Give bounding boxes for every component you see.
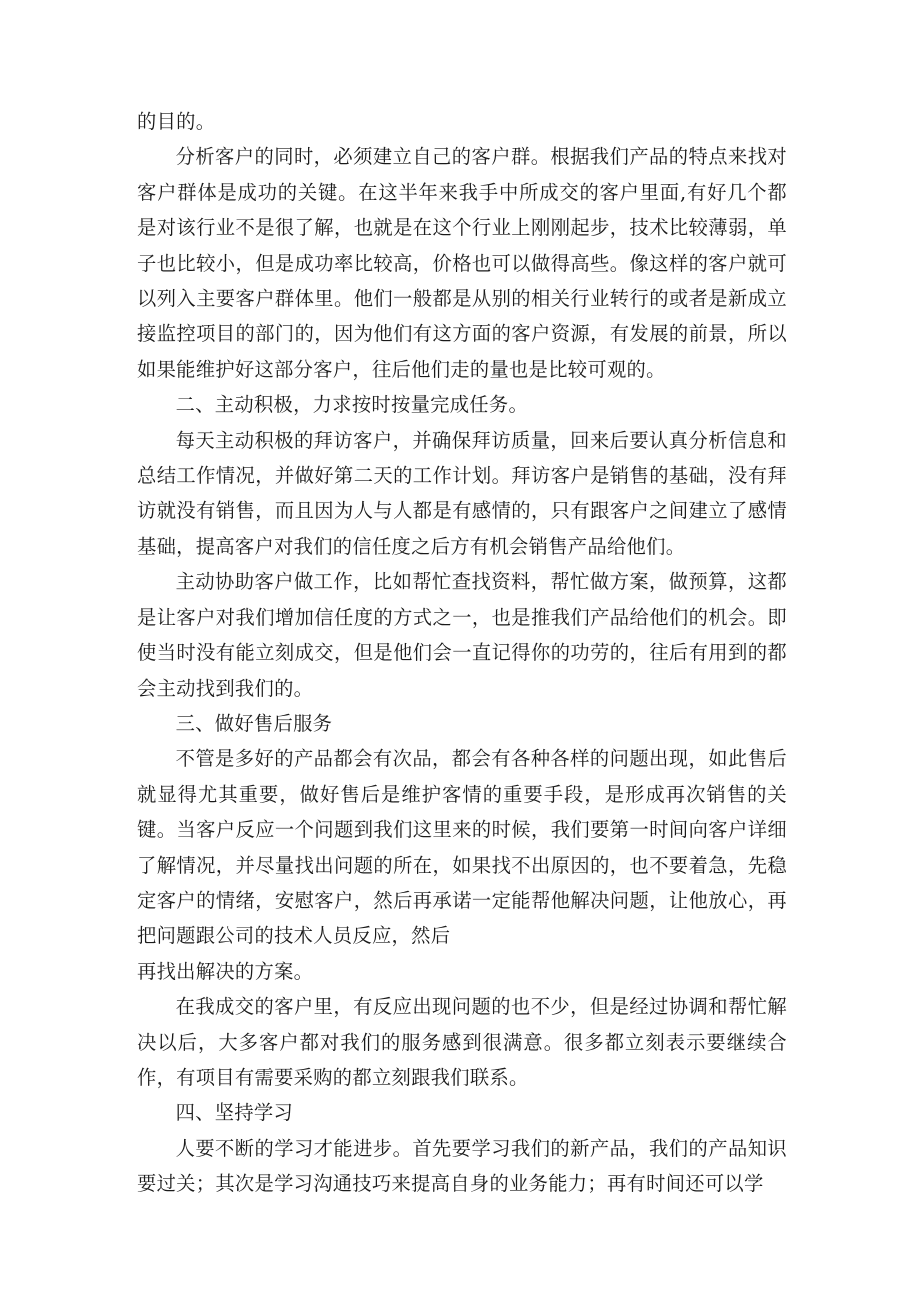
section-heading-3: 三、做好售后服务 — [175, 711, 333, 735]
paragraph-continuation: 的目的。 — [137, 110, 216, 133]
paragraph-after-sales-continued: 再找出解决的方案。 — [137, 959, 314, 983]
paragraph-customer-group: 分析客户的同时，必须建立自己的客户群。根据我们产品的特点来找对客户群体是成功的关键。在这半年来我手中所成交的客户里面,有好几个都是对该行业不是很了解，也就是在这个行业上刚刚起步，技术比较薄弱，单子也比较小，但是成功率比较高，价格也可以做得高些。像这样的客户就可以列入主要客户群体里。他们一般都是从别的相关行业转行的或者是新成立接监控项目的部门的，因为他们有这方面的客户资源，有发展的前景，所以如果能维护好这部分客户，往后他们走的量也是比较可观的。 — [137, 145, 787, 381]
document-body — [137, 104, 787, 1202]
paragraph-learning: 人要不断的学习才能进步。首先要学习我们的新产品，我们的产品知识要过关；其次是学习沟通技巧来提高自身的业务能力；再有时间还可以学 — [137, 1136, 787, 1196]
paragraph-after-sales: 不管是多好的产品都会有次品，都会有各种各样的问题出现，如此售后就显得尤其重要，做好售后是维护客情的重要手段，是形成再次销售的关键。当客户反应一个问题到我们这里来的时候，我们要第一时间向客户详细了解情况，并尽量找出问题的所在，如果找不出原因的，也不要着急，先稳定客户的情绪，安慰客户，然后再承诺一定能帮他解决问题，让他放心，再把问题跟公司的技术人员反应，然后 — [137, 747, 787, 948]
section-heading-2: 二、主动积极，力求按时按量完成任务。 — [175, 393, 529, 417]
section-heading-4: 四、坚持学习 — [175, 1101, 294, 1125]
paragraph-visit-customers: 每天主动积极的拜访客户，并确保拜访质量，回来后要认真分析信息和总结工作情况，并做好第二天的工作计划。拜访客户是销售的基础，没有拜访就没有销售，而且因为人与人都是有感情的，只有跟客户之间建立了感情基础，提高客户对我们的信任度之后方有机会销售产品给他们。 — [137, 428, 787, 558]
paragraph-assist-customers: 主动协助客户做工作，比如帮忙查找资料，帮忙做方案，做预算，这都是让客户对我们增加信任度的方式之一，也是推我们产品给他们的机会。即使当时没有能立刻成交，但是他们会一直记得你的功劳的，往后有用到的都会主动找到我们的。 — [137, 570, 787, 700]
paragraph-satisfaction: 在我成交的客户里，有反应出现问题的也不少，但是经过协调和帮忙解决以后，大多客户都对我们的服务感到很满意。很多都立刻表示要继续合作，有项目有需要采购的都立刻跟我们联系。 — [137, 995, 787, 1089]
